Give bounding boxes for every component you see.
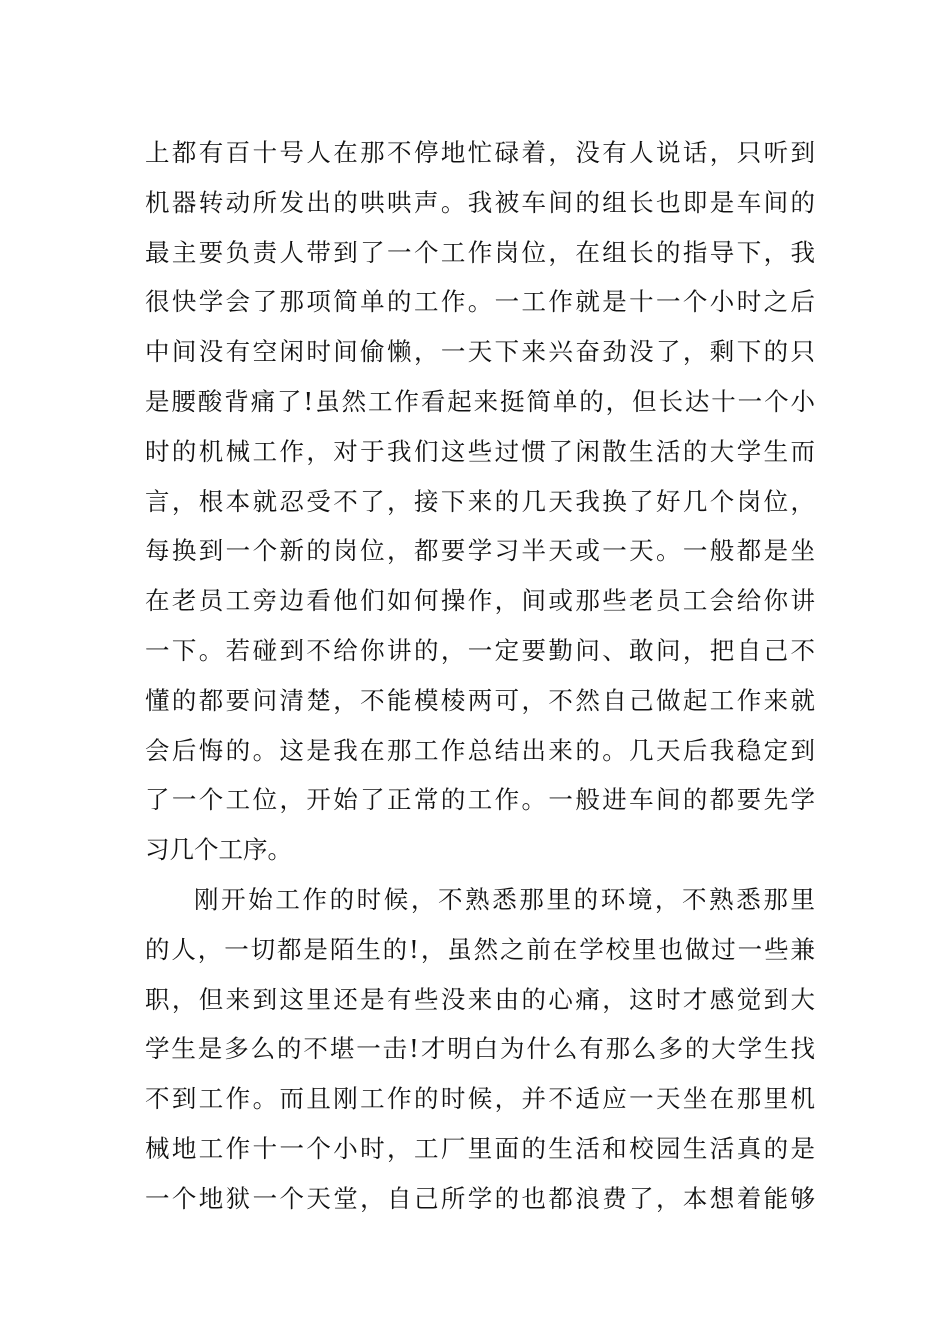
text-line: 上都有百十号人在那不停地忙碌着，没有人说话，只听到 bbox=[145, 138, 815, 167]
text-line: 刚开始工作的时候，不熟悉那里的环境，不熟悉那里 bbox=[194, 884, 815, 914]
text-line: 不到工作。而且刚工作的时候，并不适应一天坐在那里机 bbox=[145, 1084, 815, 1114]
text-line: 很快学会了那项简单的工作。一工作就是十一个小时之后 bbox=[145, 287, 815, 317]
text-line: 学生是多么的不堪一击!才明白为什么有那么多的大学生找 bbox=[145, 1034, 815, 1064]
text-line: 一下。若碰到不给你讲的，一定要勤问、敢问，把自己不 bbox=[145, 635, 815, 665]
text-line: 职，但来到这里还是有些没来由的心痛，这时才感觉到大 bbox=[145, 984, 815, 1014]
text-line: 是腰酸背痛了!虽然工作看起来挺简单的，但长达十一个小 bbox=[145, 386, 815, 416]
text-line: 一个地狱一个天堂，自己所学的也都浪费了，本想着能够 bbox=[145, 1183, 815, 1213]
body-text bbox=[145, 128, 815, 1224]
text-line: 习几个工序。 bbox=[145, 835, 292, 865]
text-line: 械地工作十一个小时，工厂里面的生活和校园生活真的是 bbox=[145, 1133, 815, 1163]
text-line: 最主要负责人带到了一个工作岗位，在组长的指导下，我 bbox=[145, 237, 815, 267]
text-line: 懂的都要问清楚，不能模棱两可，不然自己做起工作来就 bbox=[145, 685, 815, 715]
paragraph-1 bbox=[145, 128, 815, 875]
paragraph-2 bbox=[145, 875, 815, 1224]
text-line: 在老员工旁边看他们如何操作，间或那些老员工会给你讲 bbox=[145, 586, 815, 616]
text-line: 会后悔的。这是我在那工作总结出来的。几天后我稳定到 bbox=[145, 735, 815, 765]
text-line: 每换到一个新的岗位，都要学习半天或一天。一般都是坐 bbox=[145, 536, 815, 566]
text-line: 时的机械工作，对于我们这些过惯了闲散生活的大学生而 bbox=[145, 436, 815, 466]
text-line: 机器转动所发出的哄哄声。我被车间的组长也即是车间的 bbox=[145, 187, 815, 217]
text-line: 了一个工位，开始了正常的工作。一般进车间的都要先学 bbox=[145, 785, 815, 815]
text-line: 言，根本就忍受不了，接下来的几天我换了好几个岗位， bbox=[145, 486, 815, 516]
text-line: 的人，一切都是陌生的!，虽然之前在学校里也做过一些兼 bbox=[145, 934, 815, 964]
text-line: 中间没有空闲时间偷懒，一天下来兴奋劲没了，剩下的只 bbox=[145, 337, 815, 367]
